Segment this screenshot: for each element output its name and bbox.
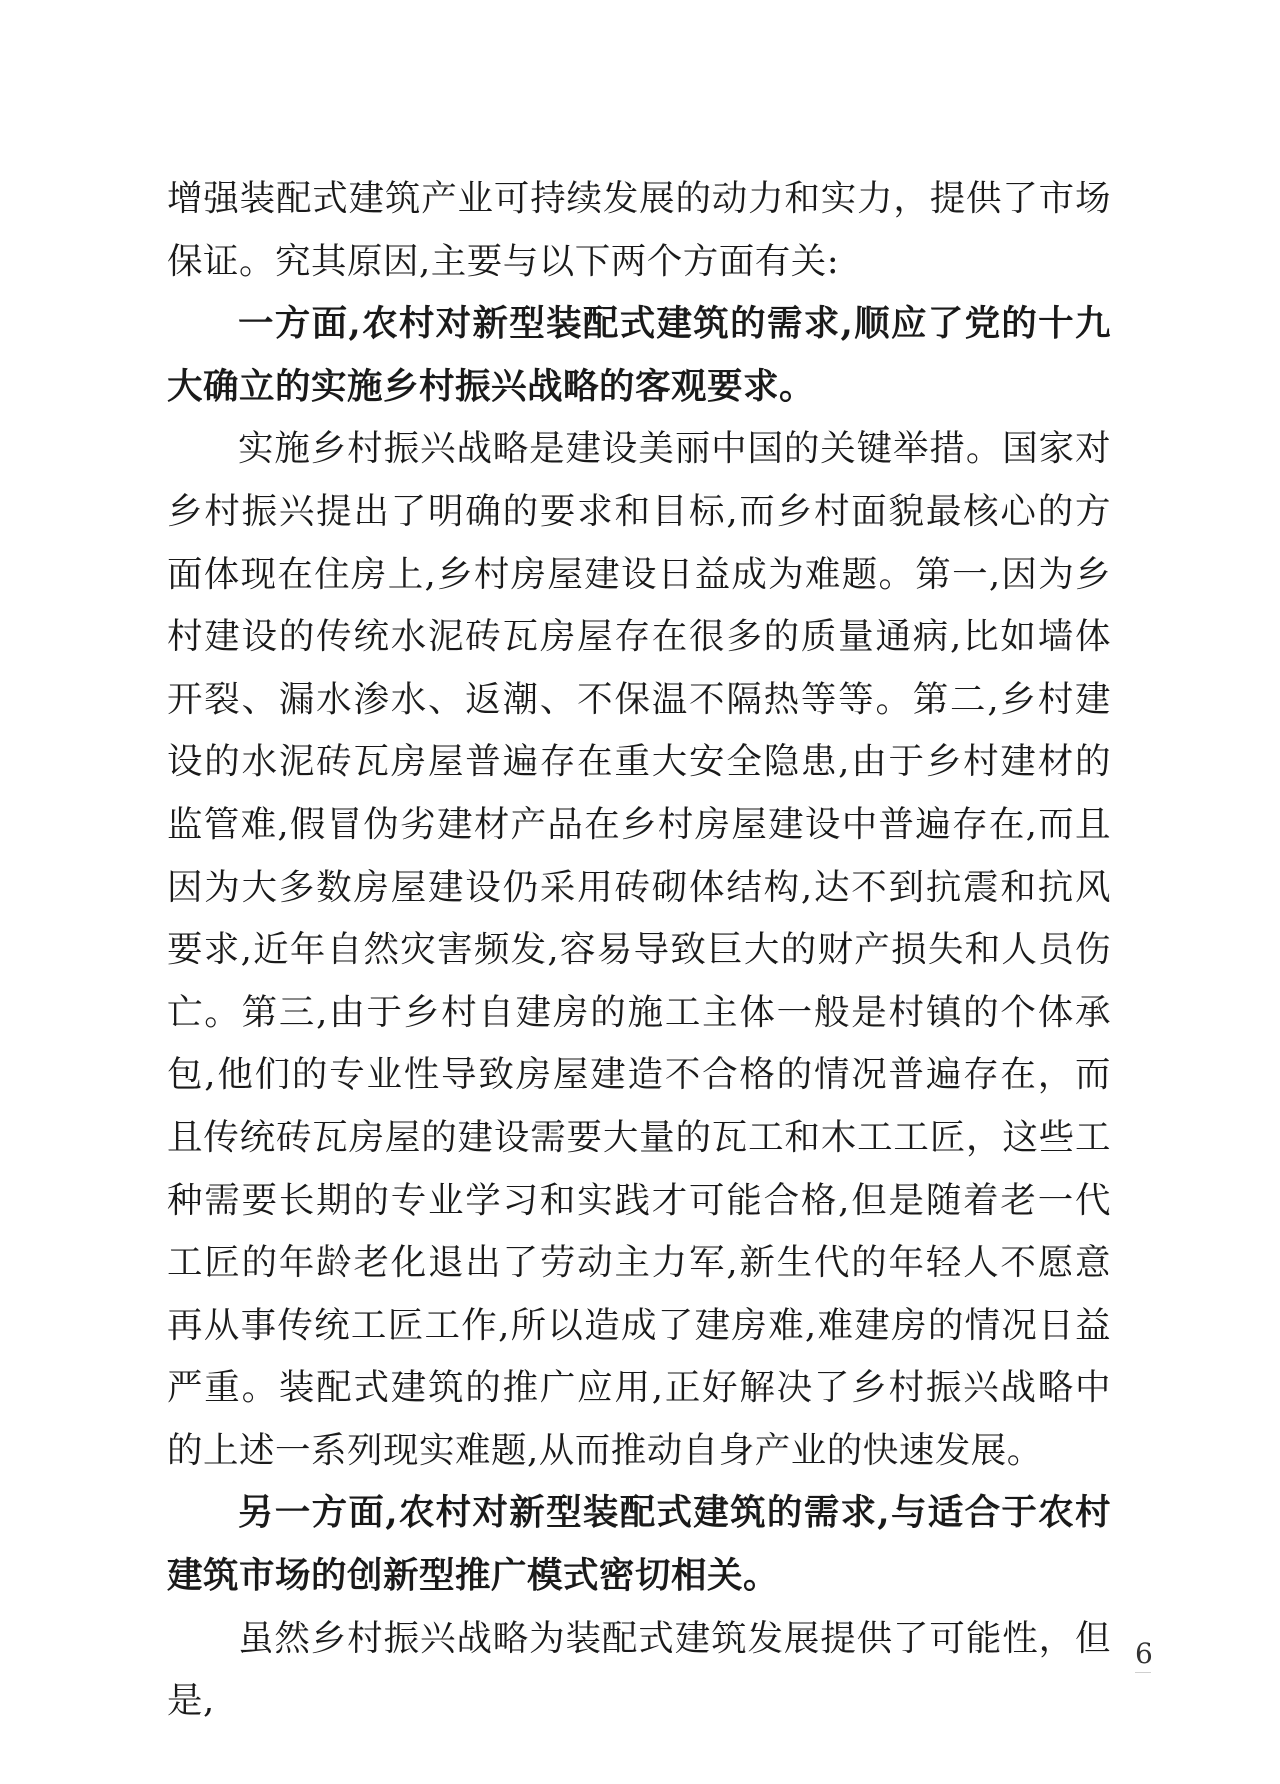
paragraph-continuation: 增强装配式建筑产业可持续发展的动力和实力，提供了市场保证。究其原因,主要与以下两个方面有关: — [167, 178, 1111, 282]
paragraph-closing: 虽然乡村振兴战略为装配式建筑发展提供了可能性，但是, — [167, 1617, 1111, 1722]
body-text — [167, 168, 1111, 1733]
page-number-rule — [1135, 1672, 1151, 1673]
paragraph-rural-revitalization: 实施乡村振兴战略是建设美丽中国的关键举措。国家对乡村振兴提出了明确的要求和目标,而乡村面貌最核心的方面体现在住房上,乡村房屋建设日益成为难题。第一,因为乡村建设的传统水泥砖瓦房屋存在很多的质量通病,比如墙体开裂、漏水渗水、返潮、不保温不隔热等等。第二,乡村建设的水泥砖瓦房屋普遍存在重大安全隐患,由于乡村建材的监管难,假冒伪劣建材产品在乡村房屋建设中普遍存在,而且因为大多数房屋建设仍采用砖砌体结构,达不到抗震和抗风要求,近年自然灾害频发,容易导致巨大的财产损失和人员伤亡。第三,由于乡村自建房的施工主体一般是村镇的个体承包,他们的专业性导致房屋建造不合格的情况普遍存在，而且传统砖瓦房屋的建设需要大量的瓦工和木工工匠，这些工种需要长期的专业学习和实践才可能合格,但是随着老一代工匠的年龄老化退出了劳动主力军,新生代的年轻人不愿意再从事传统工匠工作,所以造成了建房难,难建房的情况日益严重。装配式建筑的推广应用,正好解决了乡村振兴战略中的上述一系列现实难题,从而推动自身产业的快速发展。 — [167, 428, 1111, 1471]
page-number: 6 — [1135, 1637, 1153, 1670]
paragraph-point-two: 另一方面,农村对新型装配式建筑的需求,与适合于农村建筑市场的创新型推广模式密切相关。 — [167, 1492, 1111, 1597]
paragraph-point-one: 一方面,农村对新型装配式建筑的需求,顺应了党的十九大确立的实施乡村振兴战略的客观要求。 — [167, 303, 1111, 407]
